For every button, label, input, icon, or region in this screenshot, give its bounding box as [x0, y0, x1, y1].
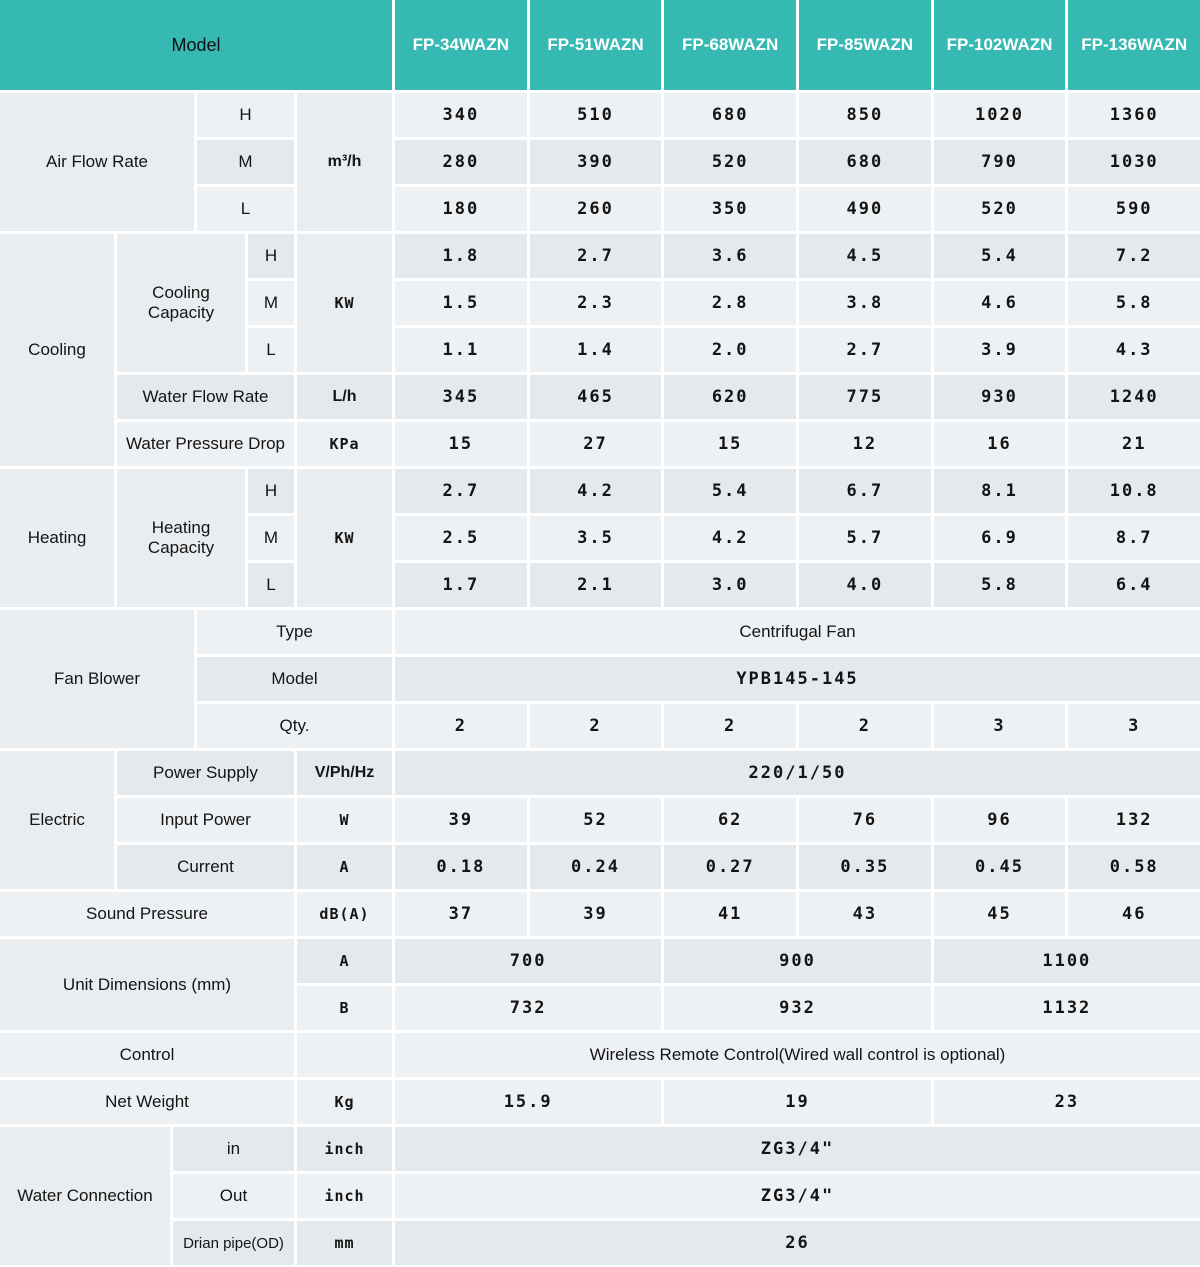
section-air-flow-rate: [0, 93, 1200, 231]
unit-label: inch: [297, 1174, 392, 1218]
value-cell: 23: [934, 1080, 1200, 1124]
row-label: Sound Pressure: [0, 892, 294, 936]
value-cell: 8.7: [1068, 516, 1200, 560]
value-cell: 1100: [934, 939, 1200, 983]
value-cell: 6.4: [1068, 563, 1200, 607]
value-cell: 1.7: [395, 563, 527, 607]
table-row: [395, 845, 1200, 889]
table-row: [395, 375, 1200, 419]
table-row: [395, 187, 1200, 231]
value-cell: 45: [934, 892, 1066, 936]
speed-label-m: M: [197, 140, 294, 184]
unit-label: Kg: [297, 1080, 392, 1124]
speed-label-h: H: [197, 93, 294, 137]
value-cell: 27: [530, 422, 662, 466]
value-cell: 15: [664, 422, 796, 466]
row-label: in: [173, 1127, 294, 1171]
value-cell: 3.8: [799, 281, 931, 325]
row-label: Cooling Capacity: [117, 234, 245, 372]
table-row: [395, 892, 1200, 936]
value-cell: 52: [530, 798, 662, 842]
value-cell: 41: [664, 892, 796, 936]
row-label: Out: [173, 1174, 294, 1218]
value-cell: 21: [1068, 422, 1200, 466]
value-cell: 1.4: [530, 328, 662, 372]
dim-label-a: A: [297, 939, 392, 983]
value-cell: 1.5: [395, 281, 527, 325]
section-electric: [0, 751, 1200, 889]
value-cell: 3: [1068, 704, 1200, 748]
value-cell: 3.0: [664, 563, 796, 607]
cooling-capacity-values: [395, 234, 1200, 372]
value-cell: 732: [395, 986, 661, 1030]
row-label: Drian pipe(OD): [173, 1221, 294, 1265]
value-cell: 390: [530, 140, 662, 184]
table-row: [395, 986, 1200, 1030]
water-out-row: [173, 1174, 1200, 1218]
value-cell: 39: [395, 798, 527, 842]
speed-label-l: L: [248, 563, 294, 607]
value-cell: 76: [799, 798, 931, 842]
merged-value-cell: 26: [395, 1221, 1200, 1265]
value-cell: 2: [530, 704, 662, 748]
value-cell: 2: [395, 704, 527, 748]
table-header-row: [0, 0, 1200, 90]
dimension-rows: [297, 939, 1200, 1030]
speed-label-m: M: [248, 281, 294, 325]
cooling-rows: [117, 234, 1200, 466]
value-cell: 3: [934, 704, 1066, 748]
fan-type-row: [197, 610, 1200, 654]
value-cell: 2.7: [530, 234, 662, 278]
model-header-cell: FP-85WAZN: [799, 0, 931, 90]
water-in-row: [173, 1127, 1200, 1171]
table-row: [395, 140, 1200, 184]
electric-rows: [117, 751, 1200, 889]
value-cell: 700: [395, 939, 661, 983]
section-label: Unit Dimensions (mm): [0, 939, 294, 1030]
row-label: Control: [0, 1033, 294, 1077]
value-cell: 590: [1068, 187, 1200, 231]
unit-label: inch: [297, 1127, 392, 1171]
speed-labels: [197, 93, 294, 231]
unit-label: KW: [297, 234, 392, 372]
model-header-cell: FP-68WAZN: [664, 0, 796, 90]
value-cell: 932: [664, 986, 930, 1030]
unit-label: L/h: [297, 375, 392, 419]
value-cell: 2: [799, 704, 931, 748]
dimension-a-row: [297, 939, 1200, 983]
drain-pipe-row: [173, 1221, 1200, 1265]
model-header-cell: FP-136WAZN: [1068, 0, 1200, 90]
section-label: Water Connection: [0, 1127, 170, 1265]
value-cell: 3.5: [530, 516, 662, 560]
row-label: Water Flow Rate: [117, 375, 294, 419]
value-cell: 2.7: [395, 469, 527, 513]
row-label: Type: [197, 610, 392, 654]
model-header-cell: FP-102WAZN: [934, 0, 1066, 90]
value-cell: 4.5: [799, 234, 931, 278]
row-label: Model: [197, 657, 392, 701]
speed-label-m: M: [248, 516, 294, 560]
unit-label: m³/h: [297, 93, 392, 231]
speed-label-h: H: [248, 234, 294, 278]
model-header-cell: FP-34WAZN: [395, 0, 527, 90]
value-cell: 46: [1068, 892, 1200, 936]
value-cell: 680: [664, 93, 796, 137]
unit-label: dB(A): [297, 892, 392, 936]
value-cell: 510: [530, 93, 662, 137]
section-label: Fan Blower: [0, 610, 194, 748]
unit-label: W: [297, 798, 392, 842]
value-cell: 8.1: [934, 469, 1066, 513]
merged-value-cell: ZG3/4": [395, 1174, 1200, 1218]
value-cell: 0.45: [934, 845, 1066, 889]
model-header-cell: FP-51WAZN: [530, 0, 662, 90]
unit-label: KW: [297, 469, 392, 607]
value-cell: 2.7: [799, 328, 931, 372]
value-cell: 4.6: [934, 281, 1066, 325]
row-label: Input Power: [117, 798, 294, 842]
heating-capacity-values: [395, 469, 1200, 607]
merged-value-cell: Wireless Remote Control(Wired wall control is optional): [395, 1033, 1200, 1077]
table-row: [395, 234, 1200, 278]
row-label: Power Supply: [117, 751, 294, 795]
sound-pressure-row: [0, 892, 1200, 936]
fan-qty-row: [197, 704, 1200, 748]
value-cell: 62: [664, 798, 796, 842]
table-row: [395, 422, 1200, 466]
speed-labels: [248, 469, 294, 607]
value-cell: 4.3: [1068, 328, 1200, 372]
power-supply-row: [117, 751, 1200, 795]
table-row: [395, 516, 1200, 560]
speed-label-l: L: [197, 187, 294, 231]
value-cell: 280: [395, 140, 527, 184]
value-cell: 2.1: [530, 563, 662, 607]
merged-value-cell: YPB145-145: [395, 657, 1200, 701]
model-header-label: Model: [0, 0, 392, 90]
speed-label-h: H: [248, 469, 294, 513]
value-cell: 3.6: [664, 234, 796, 278]
model-columns: [395, 0, 1200, 90]
value-cell: 15.9: [395, 1080, 661, 1124]
water-connection-rows: [173, 1127, 1200, 1265]
section-fan-blower: [0, 610, 1200, 748]
water-pressure-drop-row: [117, 422, 1200, 466]
table-row: [395, 93, 1200, 137]
table-row: [395, 281, 1200, 325]
control-row: [0, 1033, 1200, 1077]
speed-labels: [248, 234, 294, 372]
table-row: [395, 469, 1200, 513]
value-cell: 520: [664, 140, 796, 184]
air-flow-values: [395, 93, 1200, 231]
water-flow-rate-row: [117, 375, 1200, 419]
value-cell: 345: [395, 375, 527, 419]
row-label: Heating Capacity: [117, 469, 245, 607]
merged-value-cell: 220/1/50: [395, 751, 1200, 795]
value-cell: 5.8: [934, 563, 1066, 607]
table-row: [395, 328, 1200, 372]
value-cell: 2: [664, 704, 796, 748]
merged-value-cell: Centrifugal Fan: [395, 610, 1200, 654]
value-cell: 16: [934, 422, 1066, 466]
value-cell: 19: [664, 1080, 930, 1124]
value-cell: 132: [1068, 798, 1200, 842]
value-cell: 900: [664, 939, 930, 983]
value-cell: 6.9: [934, 516, 1066, 560]
value-cell: 37: [395, 892, 527, 936]
value-cell: 4.0: [799, 563, 931, 607]
value-cell: 490: [799, 187, 931, 231]
dimension-b-row: [297, 986, 1200, 1030]
value-cell: 0.58: [1068, 845, 1200, 889]
input-power-row: [117, 798, 1200, 842]
speed-label-l: L: [248, 328, 294, 372]
value-cell: 1.1: [395, 328, 527, 372]
value-cell: 260: [530, 187, 662, 231]
dim-label-b: B: [297, 986, 392, 1030]
value-cell: 5.8: [1068, 281, 1200, 325]
value-cell: 1240: [1068, 375, 1200, 419]
value-cell: 5.7: [799, 516, 931, 560]
cooling-capacity-block: [117, 234, 1200, 372]
value-cell: 15: [395, 422, 527, 466]
value-cell: 7.2: [1068, 234, 1200, 278]
value-cell: 790: [934, 140, 1066, 184]
value-cell: 350: [664, 187, 796, 231]
unit-label: V/Ph/Hz: [297, 751, 392, 795]
table-row: [395, 704, 1200, 748]
table-row: [395, 798, 1200, 842]
net-weight-row: [0, 1080, 1200, 1124]
table-row: [395, 1080, 1200, 1124]
row-label: Water Pressure Drop: [117, 422, 294, 466]
value-cell: 850: [799, 93, 931, 137]
value-cell: 3.9: [934, 328, 1066, 372]
value-cell: 680: [799, 140, 931, 184]
value-cell: 96: [934, 798, 1066, 842]
value-cell: 340: [395, 93, 527, 137]
value-cell: 620: [664, 375, 796, 419]
section-heating: [0, 469, 1200, 607]
fan-blower-rows: [197, 610, 1200, 748]
section-label: Cooling: [0, 234, 114, 466]
value-cell: 12: [799, 422, 931, 466]
value-cell: 2.0: [664, 328, 796, 372]
value-cell: 43: [799, 892, 931, 936]
section-label: Electric: [0, 751, 114, 889]
value-cell: 39: [530, 892, 662, 936]
row-label: Current: [117, 845, 294, 889]
unit-label: mm: [297, 1221, 392, 1265]
value-cell: 10.8: [1068, 469, 1200, 513]
section-cooling: [0, 234, 1200, 466]
value-cell: 1030: [1068, 140, 1200, 184]
value-cell: 1360: [1068, 93, 1200, 137]
row-label: Net Weight: [0, 1080, 294, 1124]
value-cell: 775: [799, 375, 931, 419]
value-cell: 520: [934, 187, 1066, 231]
unit-label: A: [297, 845, 392, 889]
section-label: Air Flow Rate: [0, 93, 194, 231]
row-label: Qty.: [197, 704, 392, 748]
value-cell: 0.27: [664, 845, 796, 889]
value-cell: 0.18: [395, 845, 527, 889]
value-cell: 1.8: [395, 234, 527, 278]
value-cell: 0.35: [799, 845, 931, 889]
merged-value-cell: ZG3/4": [395, 1127, 1200, 1171]
value-cell: 180: [395, 187, 527, 231]
value-cell: 0.24: [530, 845, 662, 889]
value-cell: 1132: [934, 986, 1200, 1030]
value-cell: 1020: [934, 93, 1066, 137]
section-label: Heating: [0, 469, 114, 607]
current-row: [117, 845, 1200, 889]
table-row: [395, 563, 1200, 607]
section-unit-dimensions: [0, 939, 1200, 1030]
unit-label: KPa: [297, 422, 392, 466]
value-cell: 4.2: [530, 469, 662, 513]
value-cell: 5.4: [664, 469, 796, 513]
fan-model-row: [197, 657, 1200, 701]
value-cell: 465: [530, 375, 662, 419]
empty-unit-cell: [297, 1033, 392, 1077]
value-cell: 2.5: [395, 516, 527, 560]
value-cell: 2.3: [530, 281, 662, 325]
value-cell: 5.4: [934, 234, 1066, 278]
value-cell: 930: [934, 375, 1066, 419]
value-cell: 2.8: [664, 281, 796, 325]
section-water-connection: [0, 1127, 1200, 1265]
value-cell: 6.7: [799, 469, 931, 513]
table-row: [395, 939, 1200, 983]
value-cell: 4.2: [664, 516, 796, 560]
